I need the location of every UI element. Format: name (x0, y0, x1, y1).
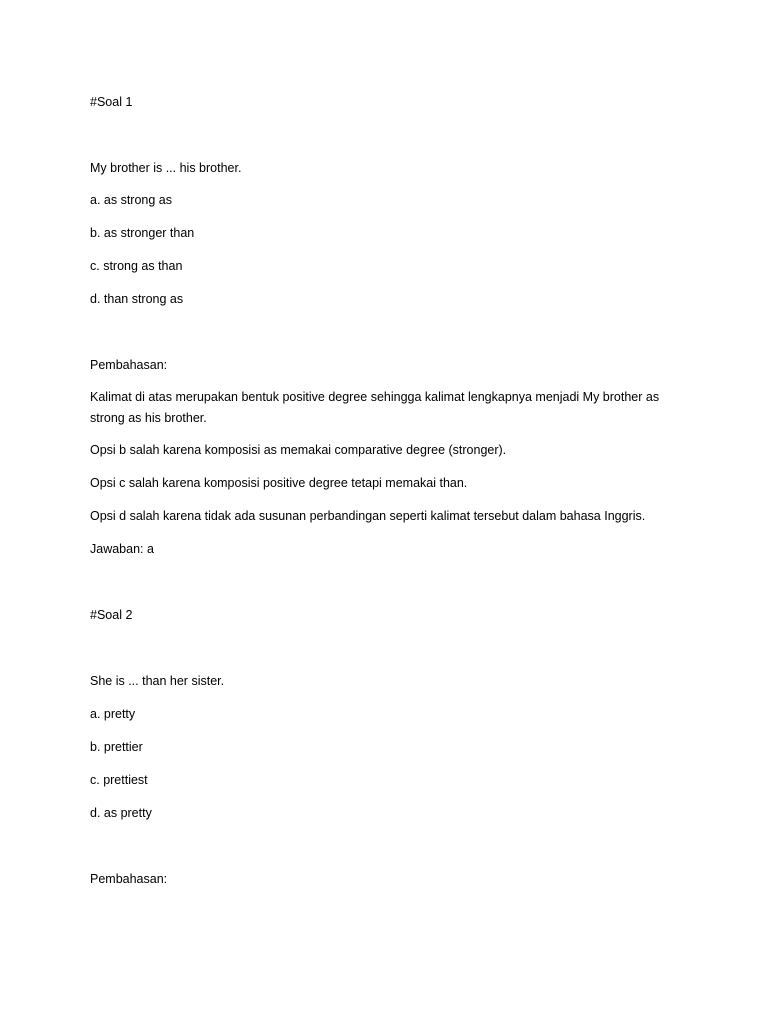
soal-1-explanation-2: Opsi b salah karena komposisi as memakai comparative degree (stronger). (90, 443, 507, 457)
soal-1-option-a: a. as strong as (90, 193, 172, 207)
soal-1-explanation-4: Opsi d salah karena tidak ada susunan perbandingan seperti kalimat tersebut dalam bahasa Inggris. (90, 509, 646, 523)
soal-1-explanation-1: Kalimat di atas merupakan bentuk positive degree sehingga kalimat lengkapnya menjadi My brother as strong as his brother. (90, 390, 660, 425)
soal-1-option-c: c. strong as than (90, 259, 183, 273)
soal-1-heading: #Soal 1 (90, 95, 133, 109)
soal-2-heading: #Soal 2 (90, 608, 133, 622)
soal-1-pembahasan-label: Pembahasan: (90, 358, 168, 372)
soal-1-option-d: d. than strong as (90, 292, 184, 306)
soal-1-explanation-3: Opsi c salah karena komposisi positive degree tetapi memakai than. (90, 476, 468, 490)
soal-1-option-b: b. as stronger than (90, 226, 195, 240)
soal-2-question: She is ... than her sister. (90, 674, 225, 688)
soal-2-option-d: d. as pretty (90, 806, 152, 820)
soal-2-option-c: c. prettiest (90, 773, 148, 787)
soal-1-answer: Jawaban: a (90, 542, 154, 556)
soal-1-question: My brother is ... his brother. (90, 161, 242, 175)
soal-2-pembahasan-label: Pembahasan: (90, 872, 168, 886)
soal-2-option-b: b. prettier (90, 740, 143, 754)
soal-2-option-a: a. pretty (90, 707, 136, 721)
